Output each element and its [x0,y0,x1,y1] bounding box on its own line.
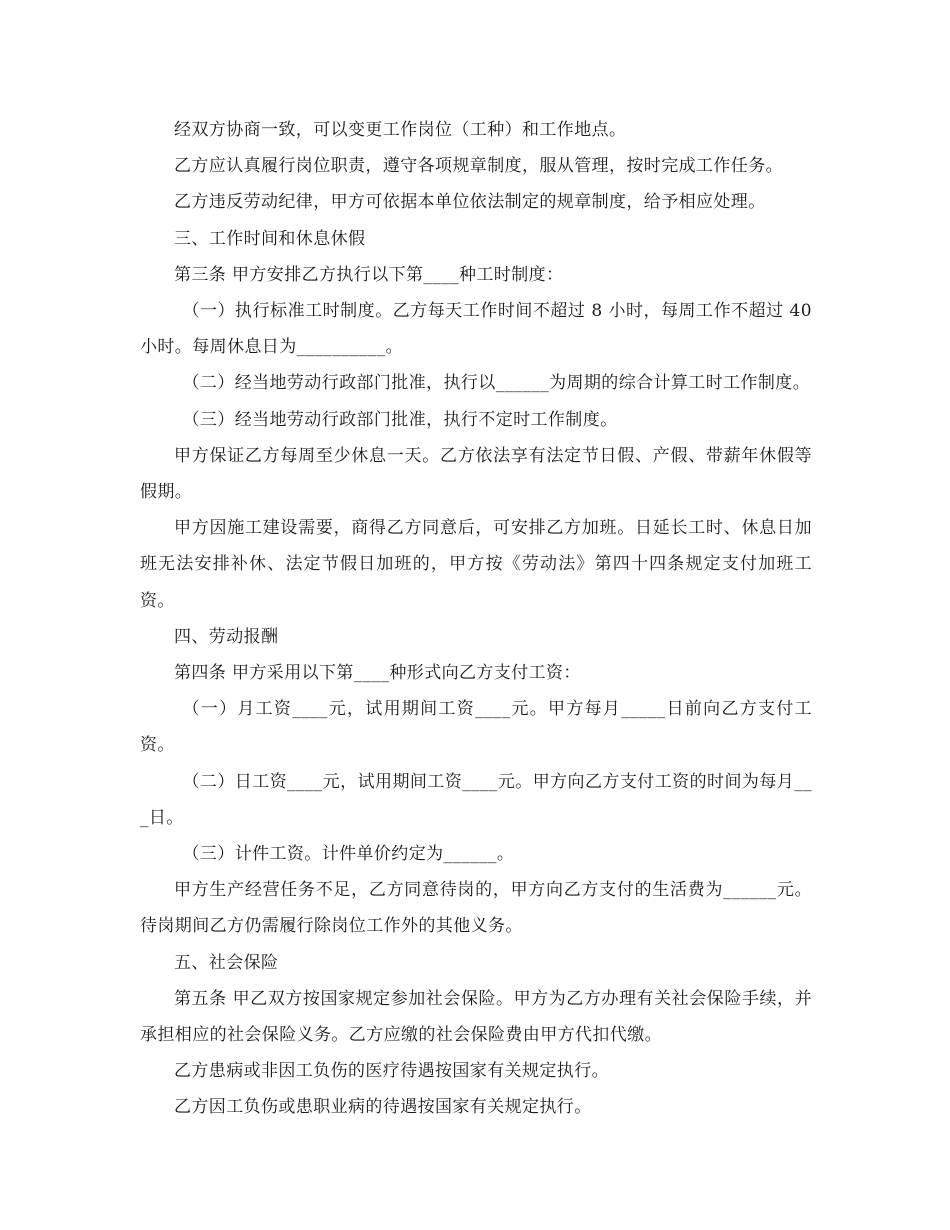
paragraph: 甲方生产经营任务不足，乙方同意待岗的，甲方向乙方支付的生活费为______元。待岗期间乙方仍需履行除岗位工作外的其他义务。 [140,880,812,937]
paragraph: 乙方因工负伤或患职业病的待遇按国家有关规定执行。 [174,1097,592,1118]
paragraph: 经双方协商一致，可以变更工作岗位（工种）和工作地点。 [174,120,627,140]
paragraph: 乙方违反劳动纪律，甲方可依据本单位依法制定的规章制度，给予相应处理。 [174,192,766,213]
section-heading: 四、劳动报酬 [174,626,279,647]
article-paragraph: 第四条 甲方采用以下第____种形式向乙方支付工资： [174,663,581,684]
section-heading: 五、社会保险 [174,952,279,973]
paragraph: 甲方因施工建设需要，商得乙方同意后，可安排乙方加班。日延长工时、休息日加班无法安排补休、法定节假日加班的，甲方按《劳动法》第四十四条规定支付加班工资。 [140,518,812,611]
contract-text [140,112,812,1126]
sub-clause: （一）执行标准工时制度。乙方每天工作时间不超过 8 小时，每周工作不超过 40 小时。每周休息日为__________。 [140,301,812,358]
article-paragraph: 第五条 甲乙双方按国家规定参加社会保险。甲方为乙方办理有关社会保险手续，并承担相应的社会保险义务。乙方应缴的社会保险费由甲方代扣代缴。 [140,988,812,1046]
sub-clause: （三）计件工资。计件单价约定为______。 [182,844,515,865]
sub-clause: （三）经当地劳动行政部门批准，执行不定时工作制度。 [182,409,618,430]
sub-clause: （二）经当地劳动行政部门批准，执行以______为周期的综合计算工时工作制度。 [182,373,811,394]
sub-clause: （二）日工资____元，试用期间工资____元。甲方向乙方支付工资的时间为每月___日。 [140,771,812,828]
sub-clause: （一）月工资____元，试用期间工资____元。甲方每月_____日前向乙方支付工资。 [140,699,812,756]
paragraph: 甲方保证乙方每周至少休息一天。乙方依法享有法定节日假、产假、带薪年休假等假期。 [140,445,812,503]
paragraph: 乙方患病或非因工负伤的医疗待遇按国家有关规定执行。 [174,1061,609,1082]
article-paragraph: 第三条 甲方安排乙方执行以下第____种工时制度： [174,264,564,285]
section-heading: 三、工作时间和休息休假 [174,228,366,249]
paragraph: 乙方应认真履行岗位职责，遵守各项规章制度，服从管理，按时完成工作任务。 [174,156,783,177]
